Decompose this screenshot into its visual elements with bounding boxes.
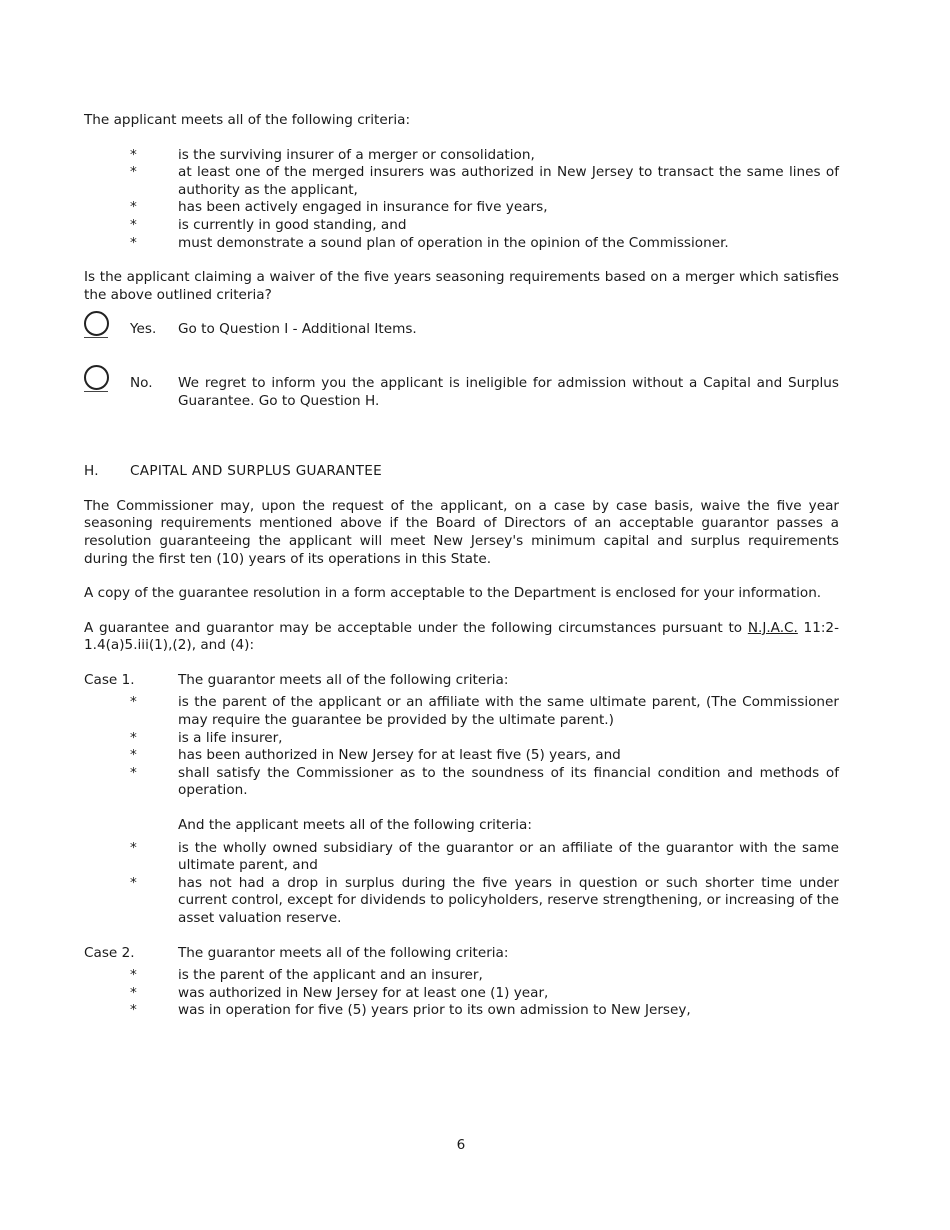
yes-text: Go to Question I - Additional Items.: [178, 321, 417, 338]
yes-radio-underline: [84, 337, 108, 338]
bullet: *: [130, 164, 137, 181]
bullet: *: [130, 967, 137, 984]
page-number: 6: [456, 1137, 466, 1153]
option-no: [84, 375, 839, 410]
waiver-question: Is the applicant claiming a waiver of the five years seasoning requirements based on a merger which satisfies the above outlined criteria?: [84, 269, 839, 303]
case-1-guarantor-list: [84, 694, 839, 800]
list-item: * has been authorized in New Jersey for at least five (5) years, and: [130, 747, 621, 764]
bullet: *: [130, 747, 137, 764]
resolution-paragraph: A copy of the guarantee resolution in a form acceptable to the Department is enclosed for your information.: [84, 585, 822, 602]
list-item: * is the parent of the applicant and an insurer,: [130, 967, 483, 984]
section-heading: [84, 463, 839, 481]
bullet: *: [130, 694, 137, 711]
bullet: *: [130, 1002, 137, 1019]
list-item: * was authorized in New Jersey for at least one (1) year,: [130, 984, 549, 1001]
no-text: We regret to inform you the applicant is ineligible for admission without a Capital and Surplus Guarantee. Go to Question H.: [178, 374, 839, 409]
case-1-applicant-list: [84, 840, 839, 928]
yes-radio[interactable]: [84, 311, 109, 336]
bullet: *: [130, 199, 137, 216]
list-item: * has been actively engaged in insurance for five years,: [130, 199, 548, 216]
criteria-intro: The applicant meets all of the following criteria:: [84, 112, 411, 128]
list-item: * has not had a drop in surplus during the five years in question or such shorter time under current control, except for dividends to policyholders, reserve strengthening, or increasing of the asset valuation reserve.: [130, 874, 839, 926]
list-item: * is the parent of the applicant or an affiliate with the same ultimate parent, (The Commissioner may require the guarantee be provided by the ultimate parent.): [130, 694, 839, 729]
bullet: *: [130, 216, 137, 233]
bullet: *: [130, 874, 137, 891]
bullet: *: [130, 839, 137, 856]
bullet: *: [130, 234, 137, 251]
case-1-applicant-heading: And the applicant meets all of the following criteria:: [178, 817, 532, 834]
bullet: *: [130, 984, 137, 1001]
case-2-guarantor-list: [84, 967, 839, 1020]
guarantee-paragraph: The Commissioner may, upon the request of the applicant, on a case by case basis, waive the five year seasoning requirements mentioned above if the Board of Directors of an acceptable guarantor passes a resolution guaranteeing the applicant will meet New Jersey's minimum capital and surplus requirements during the first ten (10) years of its operations in this State.: [84, 497, 839, 567]
case-2-label: Case 2.: [84, 944, 135, 961]
list-item: * is currently in good standing, and: [130, 216, 407, 233]
criteria-list: [84, 147, 839, 253]
bullet: *: [130, 764, 137, 781]
no-radio-underline: [84, 391, 108, 392]
case-1-label: Case 1.: [84, 671, 135, 688]
list-item: * is the surviving insurer of a merger or consolidation,: [130, 146, 535, 163]
bullet: *: [130, 729, 137, 746]
list-item: * shall satisfy the Commissioner as to the soundness of its financial condition and methods of operation.: [130, 764, 839, 799]
bullet: *: [130, 146, 137, 163]
case-2-heading: Case 2. The guarantor meets all of the following criteria:: [84, 944, 509, 961]
circumstances-paragraph: A guarantee and guarantor may be acceptable under the following circumstances pursuant to N.J.A.C. 11:2-1.4(a)5.iii(1),(2), and (4):: [84, 619, 839, 654]
no-label: No.: [130, 374, 153, 391]
list-item: * must demonstrate a sound plan of operation in the opinion of the Commissioner.: [130, 234, 729, 251]
section-title: CAPITAL AND SURPLUS GUARANTEE: [130, 463, 383, 480]
document-page: [84, 112, 839, 1020]
njac-citation: N.J.A.C.: [747, 619, 798, 636]
list-item: * is a life insurer,: [130, 729, 283, 746]
list-item: * at least one of the merged insurers was authorized in New Jersey to transact the same lines of authority as the applicant,: [130, 164, 839, 198]
section-number: H.: [84, 463, 99, 480]
no-radio[interactable]: [84, 365, 109, 390]
case-1-heading: Case 1. The guarantor meets all of the following criteria:: [84, 671, 509, 688]
list-item: * is the wholly owned subsidiary of the guarantor or an affiliate of the guarantor with the same ultimate parent, and: [130, 839, 839, 874]
yes-label: Yes.: [130, 321, 157, 338]
list-item: * was in operation for five (5) years prior to its own admission to New Jersey,: [130, 1002, 691, 1019]
option-yes: [84, 321, 839, 339]
